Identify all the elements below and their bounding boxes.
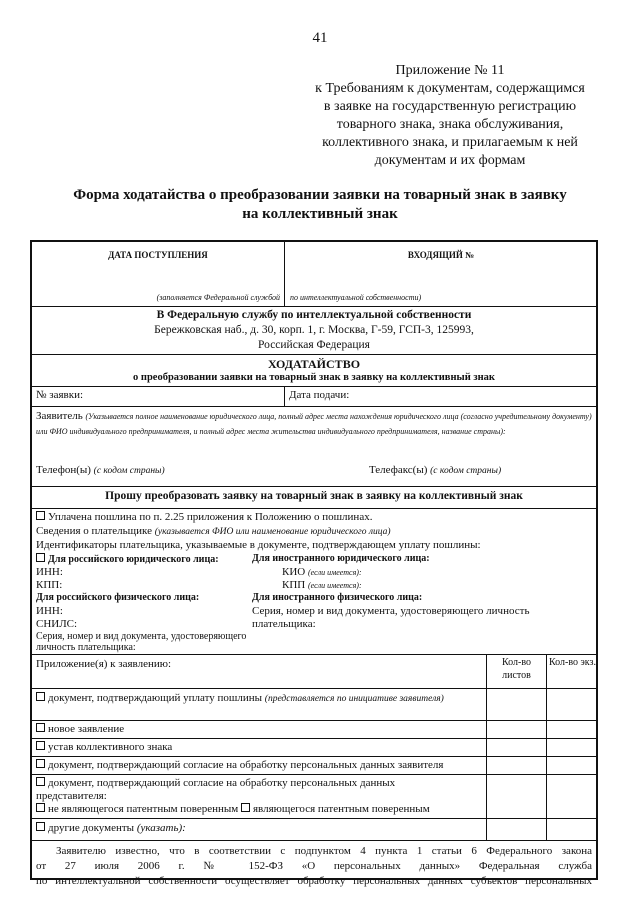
fee-doc-checkbox[interactable] bbox=[36, 692, 45, 701]
not-attorney-label: не являющегося патентным поверенным bbox=[48, 803, 239, 815]
ru-individual-label: Для российского физического лица: bbox=[36, 592, 200, 603]
other-docs-checkbox[interactable] bbox=[36, 822, 45, 831]
phone-note: (с кодом страны) bbox=[93, 466, 165, 476]
incoming-number-label: ВХОДЯЩИЙ № bbox=[407, 250, 475, 260]
other-docs-note: (указать): bbox=[136, 822, 186, 834]
fee-paid-text: Уплачена пошлина по п. 2.25 приложения к Положению о пошлинах. bbox=[48, 511, 373, 523]
ru-id-document-label-2: личность плательщика: bbox=[36, 642, 136, 653]
new-app-checkbox[interactable] bbox=[36, 723, 45, 732]
payer-ids-line: Идентификаторы плательщика, указываемые в документе, подтверждающем уплату пошлины: bbox=[36, 539, 481, 551]
fee-paid-checkbox[interactable] bbox=[36, 511, 45, 520]
is-attorney-label: являющегося патентным поверенным bbox=[252, 803, 430, 815]
phone-label: Телефон(ы) bbox=[36, 464, 91, 476]
petition-row bbox=[32, 354, 596, 387]
inn-label: ИНН: bbox=[36, 566, 63, 578]
form-title-line: на коллективный знак bbox=[242, 206, 398, 222]
receipt-row bbox=[32, 242, 596, 307]
new-app-label: новое заявление bbox=[48, 723, 125, 735]
request-row bbox=[32, 486, 596, 509]
attachment-other-row bbox=[32, 818, 596, 841]
consent-text-line: по интеллектуальной собственности осуществляет обработку персональных данных субъектов персональных bbox=[36, 875, 592, 887]
appendix-block bbox=[290, 62, 610, 170]
petition-subtitle: о преобразовании заявки на товарный знак в заявку на коллективный знак bbox=[133, 372, 495, 383]
payer-info-note: (указывается ФИО или наименование юридического лица) bbox=[154, 527, 391, 537]
payer-suffix: плательщика: bbox=[252, 618, 316, 630]
form-title bbox=[30, 186, 610, 224]
ru-id-document-label: Серия, номер и вид документа, удостоверяющего bbox=[36, 631, 247, 642]
request-text: Прошу преобразовать заявку на товарный знак в заявку на коллективный знак bbox=[105, 490, 523, 502]
is-attorney-checkbox[interactable] bbox=[241, 803, 250, 812]
representative-options bbox=[36, 803, 430, 815]
attachment-fee-doc-row bbox=[32, 688, 596, 721]
ru-legal-checkbox[interactable] bbox=[36, 553, 45, 562]
form-frame bbox=[30, 240, 598, 887]
attachment-consent-rep-row bbox=[32, 774, 596, 819]
consent-text-line: Заявителю известно, что в соответствии с подпунктом 4 пункта 1 статьи 6 Федерального закона bbox=[56, 845, 592, 857]
addressee-name: В Федеральную службу по интеллектуальной собственности bbox=[156, 309, 472, 321]
kpp-label: КПП: bbox=[36, 579, 63, 591]
addressee-row bbox=[32, 306, 596, 355]
consent-rep-label: документ, подтверждающий согласие на обработку персональных данных bbox=[48, 777, 396, 789]
attachment-new-app-row bbox=[32, 720, 596, 739]
payer-info-label: Сведения о плательщике bbox=[36, 525, 152, 537]
consent-text-line: от 27 июля 2006 г. № 152-ФЗ «О персональных данных» Федеральная служба bbox=[36, 860, 592, 872]
ru-legal-label: Для российского юридического лица: bbox=[48, 554, 219, 565]
filing-date-label: Дата подачи: bbox=[289, 389, 350, 401]
addressee-address: Бережковская наб., д. 30, корп. 1, г. Москва, Г-59, ГСП-3, 125993, bbox=[154, 324, 474, 336]
consent-app-checkbox[interactable] bbox=[36, 759, 45, 768]
fee-paid-line bbox=[36, 511, 372, 523]
filled-by-note-right: по интеллектуальной собственности) bbox=[290, 293, 422, 302]
fax-label: Телефакс(ы) bbox=[369, 464, 428, 476]
attachment-new-app bbox=[36, 723, 124, 735]
snils-label: СНИЛС: bbox=[36, 618, 78, 630]
attachments-header: Приложение(я) к заявлению: bbox=[36, 658, 172, 670]
col-copies-header: Кол-во экз. bbox=[549, 657, 596, 668]
appendix-line: документам и их формам bbox=[374, 153, 526, 168]
foreign-individual-label: Для иностранного физического лица: bbox=[252, 592, 423, 603]
kpp-foreign-note: (если имеется): bbox=[307, 581, 362, 590]
kio-note: (если имеется): bbox=[307, 568, 362, 577]
charter-checkbox[interactable] bbox=[36, 741, 45, 750]
payer-info-line bbox=[36, 525, 391, 537]
consent-rep-checkbox[interactable] bbox=[36, 777, 45, 786]
consent-rep-label-2: представителя: bbox=[36, 790, 107, 802]
attachment-other bbox=[36, 822, 186, 834]
applicant-note: (Указывается полное наименование юридического лица, полный адрес места нахождения юридического лица (согласно учредительному документу) или ФИО индивидуального предпринимателя, и полный адрес места жительства индивидуального предпринимателя, название страны): bbox=[36, 412, 592, 436]
application-row bbox=[32, 386, 596, 407]
inn-individual-label: ИНН: bbox=[36, 605, 63, 617]
consent-text bbox=[36, 844, 592, 889]
filled-by-note-left: (заполняется Федеральной службой bbox=[156, 293, 280, 302]
fee-doc-label: документ, подтверждающий уплату пошлины bbox=[48, 692, 263, 704]
appendix-line: товарного знака, знака обслуживания, bbox=[336, 117, 564, 132]
appendix-line: Приложение № 11 bbox=[395, 63, 505, 78]
kpp-foreign-field bbox=[282, 579, 362, 591]
foreign-legal-label: Для иностранного юридического лица: bbox=[252, 553, 430, 564]
attachment-consent-app-row bbox=[32, 756, 596, 775]
form-title-line: Форма ходатайства о преобразовании заявки на товарный знак в заявку bbox=[73, 187, 567, 203]
not-attorney-checkbox[interactable] bbox=[36, 803, 45, 812]
fax-note: (с кодом страны) bbox=[430, 466, 502, 476]
fax-field bbox=[369, 464, 501, 476]
col-sheets-header: Кол-во листов bbox=[501, 657, 531, 681]
attachment-fee-doc bbox=[36, 691, 482, 706]
phone-field bbox=[36, 464, 165, 476]
date-received-label: ДАТА ПОСТУПЛЕНИЯ bbox=[108, 250, 208, 260]
attachments-header-row bbox=[32, 654, 596, 689]
attachment-consent-rep bbox=[36, 777, 395, 789]
consent-app-label: документ, подтверждающий согласие на обработку персональных данных заявителя bbox=[48, 759, 444, 771]
ru-legal-entity-line bbox=[36, 553, 219, 565]
applicant-label: Заявитель bbox=[36, 410, 83, 422]
foreign-id-document-label: Серия, номер и вид документа, удостоверяющего личность bbox=[252, 605, 530, 617]
appendix-line: в заявке на государственную регистрацию bbox=[323, 99, 577, 114]
attachment-charter bbox=[36, 741, 172, 753]
applicant-row bbox=[32, 406, 596, 487]
kio-label: КИО bbox=[282, 566, 306, 578]
applicant-text bbox=[36, 409, 592, 439]
fee-doc-note: (представляется по инициативе заявителя) bbox=[264, 694, 444, 704]
charter-label: устав коллективного знака bbox=[48, 741, 173, 753]
attachment-consent-app bbox=[36, 759, 443, 771]
other-docs-label: другие документы bbox=[48, 822, 135, 834]
fee-row bbox=[32, 508, 596, 655]
application-number-label: № заявки: bbox=[36, 389, 84, 401]
page-number: 41 bbox=[312, 30, 328, 46]
petition-title: ХОДАТАЙСТВО bbox=[267, 357, 361, 371]
appendix-line: к Требованиям к документам, содержащимся bbox=[315, 81, 585, 96]
kpp-foreign-label: КПП bbox=[282, 579, 306, 591]
appendix-line: коллективного знака, и прилагаемым к ней bbox=[322, 135, 578, 150]
kio-field bbox=[282, 566, 362, 578]
attachment-charter-row bbox=[32, 738, 596, 757]
addressee-country: Российская Федерация bbox=[258, 339, 370, 351]
